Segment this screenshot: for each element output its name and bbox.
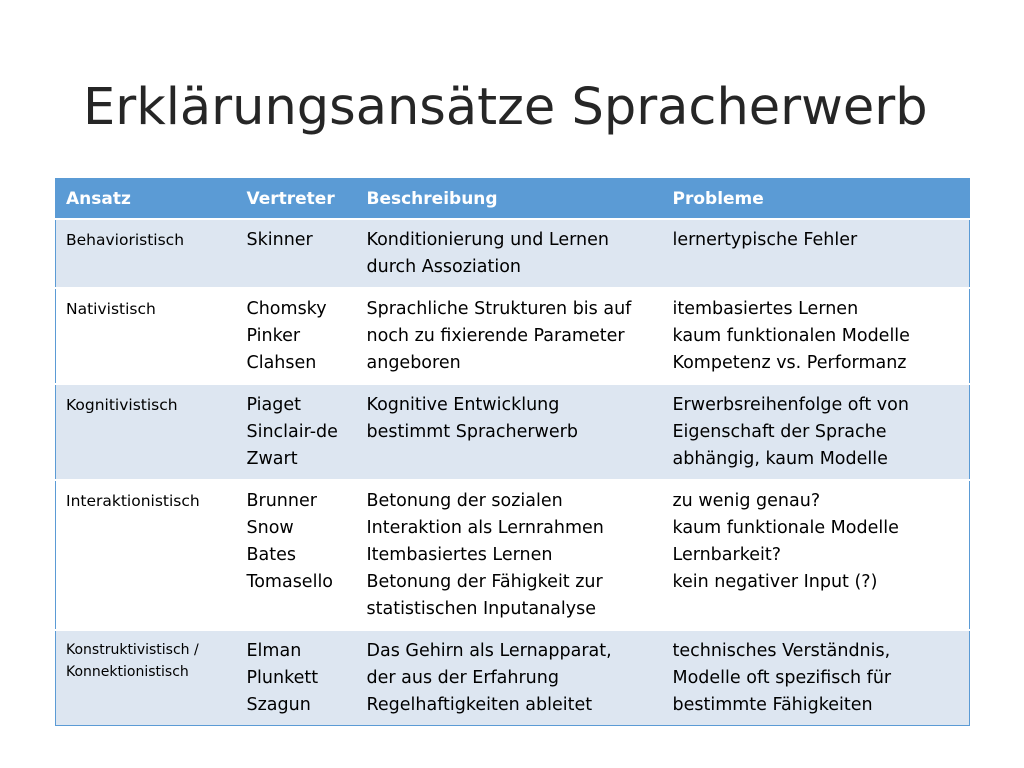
- table-row: [56, 384, 970, 480]
- cell-line: zu wenig genau?: [672, 491, 821, 511]
- cell-line: Kompetenz vs. Performanz: [672, 353, 907, 373]
- table-row: [56, 630, 970, 726]
- cell-line: Nativistisch: [66, 300, 156, 318]
- cell-line: Zwart: [246, 449, 298, 469]
- cell-vertreter: [237, 288, 357, 384]
- cell-beschreibung: [357, 219, 663, 288]
- cell-line: Szagun: [246, 695, 311, 715]
- cell-line: Das Gehirn als Lernapparat,: [366, 641, 612, 661]
- cell-ansatz: [56, 480, 237, 630]
- cell-line: lernertypische Fehler: [672, 230, 858, 250]
- table-body: [56, 219, 970, 726]
- cell-line: Interaktionistisch: [66, 492, 200, 510]
- table-row: [56, 219, 970, 288]
- cell-line: Sprachliche Strukturen bis auf: [366, 299, 632, 319]
- cell-ansatz: [56, 630, 237, 726]
- cell-line: Piaget: [246, 395, 301, 415]
- cell-line: Lernbarkeit?: [672, 545, 782, 565]
- cell-line: bestimmt Spracherwerb: [366, 422, 578, 442]
- cell-probleme: [663, 288, 970, 384]
- cell-line: Clahsen: [246, 353, 317, 373]
- cell-line: Konstruktivistisch /: [66, 642, 199, 658]
- cell-line: Betonung der sozialen: [366, 491, 563, 511]
- cell-ansatz: [56, 219, 237, 288]
- table-container: [55, 178, 969, 726]
- header-probleme: Probleme: [663, 179, 970, 220]
- cell-line: Elman: [246, 641, 302, 661]
- cell-line: kein negativer Input (?): [672, 572, 878, 592]
- cell-line: Chomsky: [246, 299, 327, 319]
- cell-line: Kognitive Entwicklung: [366, 395, 560, 415]
- cell-probleme: [663, 480, 970, 630]
- cell-vertreter: [237, 384, 357, 480]
- cell-line: Skinner: [246, 230, 313, 250]
- cell-beschreibung: [357, 288, 663, 384]
- header-beschreibung: Beschreibung: [357, 179, 663, 220]
- cell-ansatz: [56, 384, 237, 480]
- cell-vertreter: [237, 630, 357, 726]
- cell-line: kaum funktionale Modelle: [672, 518, 899, 538]
- cell-line: Modelle oft spezifisch für: [672, 668, 892, 688]
- cell-vertreter: [237, 480, 357, 630]
- cell-vertreter: [237, 219, 357, 288]
- header-ansatz: Ansatz: [56, 179, 237, 220]
- slide-title: Erklärungsansätze Spracherwerb: [83, 78, 928, 137]
- cell-line: Kognitivistisch: [66, 396, 178, 414]
- cell-line: Brunner: [246, 491, 317, 511]
- cell-line: Behavioristisch: [66, 231, 185, 249]
- cell-line: Regelhaftigkeiten ableitet: [366, 695, 593, 715]
- cell-ansatz: [56, 288, 237, 384]
- cell-line: noch zu fixierende Parameter: [366, 326, 625, 346]
- cell-beschreibung: [357, 630, 663, 726]
- cell-line: Pinker: [246, 326, 301, 346]
- cell-line: angeboren: [366, 353, 461, 373]
- cell-line: statistischen Inputanalyse: [366, 599, 596, 619]
- cell-line: Bates: [246, 545, 296, 565]
- cell-line: abhängig, kaum Modelle: [672, 449, 888, 469]
- cell-probleme: [663, 630, 970, 726]
- cell-line: bestimmte Fähigkeiten: [672, 695, 873, 715]
- cell-line: itembasiertes Lernen: [672, 299, 859, 319]
- table-row: [56, 480, 970, 630]
- cell-line: Interaktion als Lernrahmen: [366, 518, 604, 538]
- table-row: [56, 288, 970, 384]
- cell-line: Erwerbsreihenfolge oft von: [672, 395, 909, 415]
- cell-beschreibung: [357, 480, 663, 630]
- cell-line: Itembasiertes Lernen: [366, 545, 553, 565]
- cell-line: Snow: [246, 518, 294, 538]
- cell-line: Sinclair-de: [246, 422, 338, 442]
- cell-beschreibung: [357, 384, 663, 480]
- cell-probleme: [663, 219, 970, 288]
- cell-line: technisches Verständnis,: [672, 641, 891, 661]
- cell-line: Plunkett: [246, 668, 319, 688]
- cell-probleme: [663, 384, 970, 480]
- cell-line: durch Assoziation: [366, 257, 521, 277]
- cell-line: Konnektionistisch: [66, 664, 189, 680]
- cell-line: kaum funktionalen Modelle: [672, 326, 910, 346]
- header-vertreter: Vertreter: [237, 179, 357, 220]
- cell-line: Betonung der Fähigkeit zur: [366, 572, 603, 592]
- cell-line: Tomasello: [246, 572, 334, 592]
- cell-line: Konditionierung und Lernen: [366, 230, 609, 250]
- cell-line: Eigenschaft der Sprache: [672, 422, 887, 442]
- approaches-table: [55, 178, 970, 726]
- table-header-row: [56, 179, 970, 220]
- cell-line: der aus der Erfahrung: [366, 668, 559, 688]
